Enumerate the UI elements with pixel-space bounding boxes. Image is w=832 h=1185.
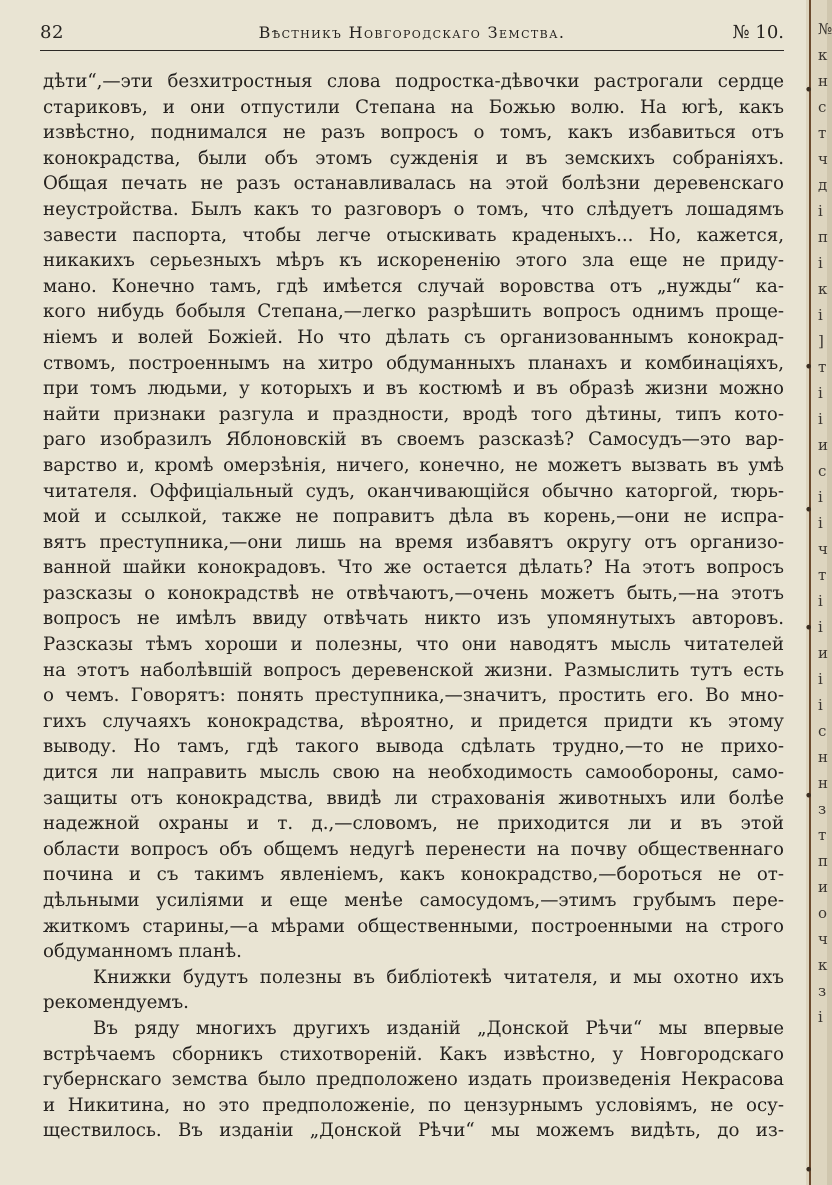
edge-letter: № (818, 20, 832, 38)
edge-letter: о (818, 904, 828, 922)
edge-letter: и (818, 436, 828, 454)
text-line: ствомъ, построеннымъ на хитро обдуманныхъ планахъ и комбинаціяхъ, (43, 352, 784, 374)
edge-letter: і (818, 618, 823, 636)
edge-letter: з (818, 982, 827, 1000)
edge-letter: і (818, 488, 823, 506)
body-text (43, 69, 784, 1144)
edge-letter: т (818, 566, 827, 584)
text-line: дится ли направить мысль свою на необходимость самообороны, само- (43, 762, 784, 784)
text-line: мано. Конечно тамъ, гдѣ имѣется случай воровства отъ „нужды“ ка- (43, 275, 784, 297)
stitch-mark: • (804, 500, 814, 519)
text-line: обдуманномъ планѣ. (43, 941, 242, 963)
edge-letter: і (818, 202, 823, 220)
issue-number: № 10. (732, 22, 784, 43)
journal-title: Вѣстникъ Новгородскаго Земства. (258, 23, 566, 42)
edge-letter: и (818, 878, 828, 896)
text-line: кого нибудь бобыля Степана,—легко разрѣшить вопросъ однимъ проще- (43, 301, 784, 323)
edge-letter: ч (818, 540, 828, 558)
edge-letter: к (818, 46, 828, 64)
stitch-mark: • (804, 80, 814, 99)
text-line: при томъ людьми, у которыхъ и въ костюмѣ и въ образѣ жизни можно (43, 378, 784, 400)
text-line: области вопросъ объ общемъ недугѣ перенести на почву общественнаго (43, 838, 784, 860)
text-line: гихъ случаяхъ конокрадства, вѣроятно, и придется придти къ этому (43, 710, 784, 732)
binding-thread (809, 0, 811, 1185)
edge-letter: с (818, 98, 827, 116)
text-line: вятъ преступника,—они лишь на время избавятъ округу отъ организо- (43, 531, 784, 553)
edge-letter: і (818, 670, 823, 688)
text-line: Въ ряду многихъ другихъ изданій „Донской Рѣчи“ мы впервые (93, 1017, 784, 1039)
edge-letter: і (818, 306, 823, 324)
text-line: дѣльными усиліями и еще менѣе самосудомъ,—этимъ грубымъ пере- (43, 890, 784, 911)
edge-letter: т (818, 358, 827, 376)
text-line: стариковъ, и они отпустили Степана на Божью волю. На югѣ, какъ (43, 96, 784, 118)
text-line: о чемъ. Говорятъ: понять преступника,—значитъ, простить его. Во мно- (43, 685, 784, 707)
edge-letter: п (818, 852, 828, 870)
page-number: 82 (40, 22, 64, 43)
edge-letter: д (818, 176, 828, 194)
text-line: встрѣчаемъ сборникъ стихотвореній. Какъ извѣстно, у Новгородскаго (43, 1043, 784, 1065)
text-line: дѣти“,—эти безхитростныя слова подростка-дѣвочки растрогали сердце (43, 71, 784, 92)
edge-letter: і (818, 410, 823, 428)
edge-letter: і (818, 384, 823, 402)
text-line: житкомъ старины,—а мѣрами общественными, построенными на строго (43, 915, 784, 937)
text-line: вопросъ не имѣлъ ввиду отвѣчать никто изъ упомянутыхъ авторовъ. (43, 608, 784, 630)
edge-letter: ч (818, 150, 828, 168)
stitch-mark: • (804, 357, 814, 376)
text-line: неустройства. Былъ какъ то разговоръ о томъ, что слѣдуетъ лошадямъ (43, 198, 784, 220)
edge-letter: і (818, 696, 823, 714)
edge-letter: с (818, 462, 827, 480)
text-line: найти признаки разгула и праздности, вродѣ того дѣтины, типъ кото- (43, 403, 784, 425)
text-line: конокрадства, были объ этомъ сужденія и въ земскихъ собраніяхъ. (43, 147, 784, 169)
text-line: Разсказы тѣмъ хороши и полезны, что они наводятъ мысль читателей (43, 634, 784, 656)
edge-letter: н (818, 748, 828, 766)
text-line: никакихъ серьезныхъ мѣръ къ искорененію этого зла еще не приду- (43, 250, 784, 272)
stitch-mark: • (804, 1160, 814, 1179)
edge-letter: п (818, 228, 828, 246)
text-line: разсказы о конокрадствѣ не отвѣчаютъ,—очень можетъ быть,—на этотъ (43, 582, 784, 604)
text-line: защиты отъ конокрадства, ввидѣ ли страхованія животныхъ или болѣе (43, 787, 784, 809)
edge-letter: к (818, 956, 828, 974)
edge-letter: с (818, 722, 827, 740)
edge-letter: ] (818, 332, 824, 350)
text-line: варство и, кромѣ омерзѣнія, ничего, конечно, не можетъ вызвать въ умѣ (43, 454, 784, 476)
text-line: завести паспорта, чтобы легче отыскивать краденыхъ... Но, кажется, (43, 224, 784, 246)
text-line: почина и съ такимъ явленіемъ, какъ конокрадство,—бороться не от- (43, 864, 784, 886)
text-line: извѣстно, поднимался не разъ вопросъ о томъ, какъ избавиться отъ (43, 122, 784, 144)
text-line: на этотъ наболѣвшій вопросъ деревенской жизни. Размыслить тутъ есть (43, 659, 784, 681)
edge-letter: н (818, 774, 828, 792)
text-line: Книжки будутъ полезны въ библіотекѣ читателя, и мы охотно ихъ (93, 966, 784, 988)
text-line: рекомендуемъ. (43, 992, 189, 1014)
stitch-mark: • (804, 618, 814, 637)
text-line: ванной шайки конокрадовъ. Что же остается дѣлать? На этотъ вопросъ (43, 557, 784, 579)
edge-letter: ч (818, 930, 828, 948)
text-line: выводу. Но тамъ, гдѣ такого вывода сдѣлать трудно,—то не прихо- (43, 736, 784, 758)
edge-letter: і (818, 514, 823, 532)
edge-letter: і (818, 254, 823, 272)
edge-letter: і (818, 1008, 823, 1026)
text-line: губернскаго земства было предположено издать произведенія Некрасова (43, 1069, 784, 1091)
edge-letter: т (818, 826, 827, 844)
text-line: читателя. Оффиціальный судъ, оканчивающійся обычно каторгой, тюрь- (43, 480, 784, 502)
edge-letter: т (818, 124, 827, 142)
text-line: мой и ссылкой, также не поправитъ дѣла въ корень,—они не испра- (43, 506, 784, 528)
header-rule (40, 50, 784, 51)
edge-letter: к (818, 280, 828, 298)
text-line: Общая печать не разъ останавливалась на этой болѣзни деревенскаго (43, 173, 784, 195)
edge-letter: і (818, 592, 823, 610)
text-line: и Никитина, но это предположеніе, по цензурнымъ условіямъ, не осу- (43, 1094, 784, 1116)
text-line: надежной охраны и т. д.,—словомъ, не приходится ли и въ этой (43, 813, 784, 835)
text-line: ніемъ и волей Божіей. Но что дѣлать съ организованнымъ конокрад- (43, 326, 784, 348)
edge-letter: н (818, 72, 828, 90)
text-line: раго изобразилъ Яблоновскій въ своемъ разсказѣ? Самосудъ—это вар- (43, 429, 784, 451)
running-head (40, 22, 784, 48)
edge-letter: з (818, 800, 827, 818)
edge-letter: и (818, 644, 828, 662)
stitch-mark: • (804, 786, 814, 805)
text-line: ществилось. Въ изданіи „Донской Рѣчи“ мы можемъ видѣть, до из- (43, 1120, 784, 1142)
